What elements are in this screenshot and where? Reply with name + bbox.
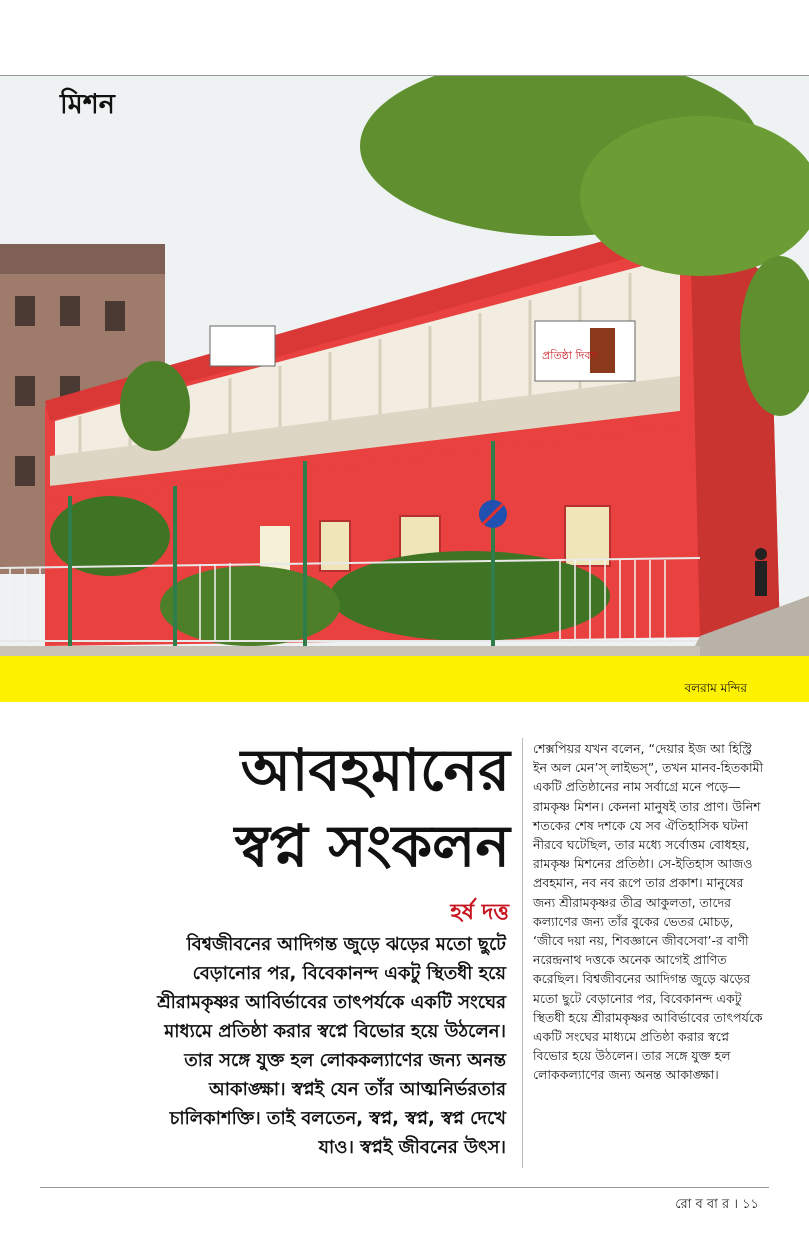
photo-caption: বলরাম মন্দির bbox=[684, 681, 747, 695]
lead-paragraph: বিশ্বজীবনের আদিগন্ত জুড়ে ঝড়ের মতো ছুটে বেড়ানোর পর, বিবেকানন্দ একটু স্থিতধী হয়ে শ্রীরামকৃষ্ণর আবির্ভাবের তাৎপর্যকে একটি সংঘের মাধ্যমে প্রতিষ্ঠা করার স্বপ্নে বিভোর হয়ে উঠলেন। তার সঙ্গে যুক্ত হল লোককল্যাণের জন্য অনন্ত আকাঙ্ক্ষা। স্বপ্নই যেন তাঁর আত্মনির্ভরতার চালিকাশক্তি। তাই বলতেন, স্বপ্ন, স্বপ্ন, স্বপ্ন দেখে যাও। স্বপ্নই জীবনের উৎস। bbox=[157, 934, 506, 1158]
headline bbox=[160, 732, 510, 884]
headline-line-2: স্বপ্ন সংকলন bbox=[234, 812, 510, 880]
sidebar-column: শেক্সপিয়র যখন বলেন, “দেয়ার ইজ আ হিস্ট্রি ইন অল মেন’স্ লাইভস্”, তখন মানব-হিতকামী একটি প্রতিষ্ঠানের নাম সর্বাগ্রে মনে পড়ে— রামকৃষ্ণ মিশন। কেননা মানুষই তার প্রাণ। উনিশ শতকের শেষ দশকে যে সব ঐতিহাসিক ঘটনা নীরবে ঘটেছিল, তার মধ্যে সর্বোত্তম বোধহয়, রামকৃষ্ণ মিশনের প্রতিষ্ঠা। সে-ইতিহাস আজও প্রবহমান, নব নব রূপে তার প্রকাশ। মানুষের জন্য শ্রীরামকৃষ্ণর তীব্র আকুলতা, তাদের কল্যাণের জন্য তাঁর বুকের ভেতর মোচড়, ‘জীবে দয়া নয়, শিবজ্ঞানে জীবসেবা’-র বাণী নরেন্দ্রনাথ দত্তকে অনেক আগেই প্রাণিত করেছিল। বিশ্বজীবনের আদিগন্ত জুড়ে ঝড়ের মতো ছুটে বেড়ানোর পর, বিবেকানন্দ একটু স্থিতধী হয়ে শ্রীরামকৃষ্ণর আবির্ভাবের তাৎপর্যকে একটি সংঘের মাধ্যমে প্রতিষ্ঠা করার স্বপ্নে বিভোর হয়ে উঠলেন। তার সঙ্গে যুক্ত হল লোককল্যাণের জন্য অনন্ত আকাঙ্ক্ষা। bbox=[533, 741, 764, 1083]
section-label: মিশন bbox=[60, 89, 115, 120]
column-divider bbox=[522, 738, 523, 1168]
headline-line-1: আবহমানের bbox=[240, 736, 510, 804]
bottom-rule bbox=[40, 1187, 769, 1188]
page-footer: রো ব বা র । ১১ bbox=[675, 1197, 759, 1212]
building-photo bbox=[0, 76, 809, 656]
byline: হর্ষ দত্ত bbox=[450, 900, 509, 925]
banner-text: প্রতিষ্ঠা দিবস bbox=[542, 349, 598, 362]
